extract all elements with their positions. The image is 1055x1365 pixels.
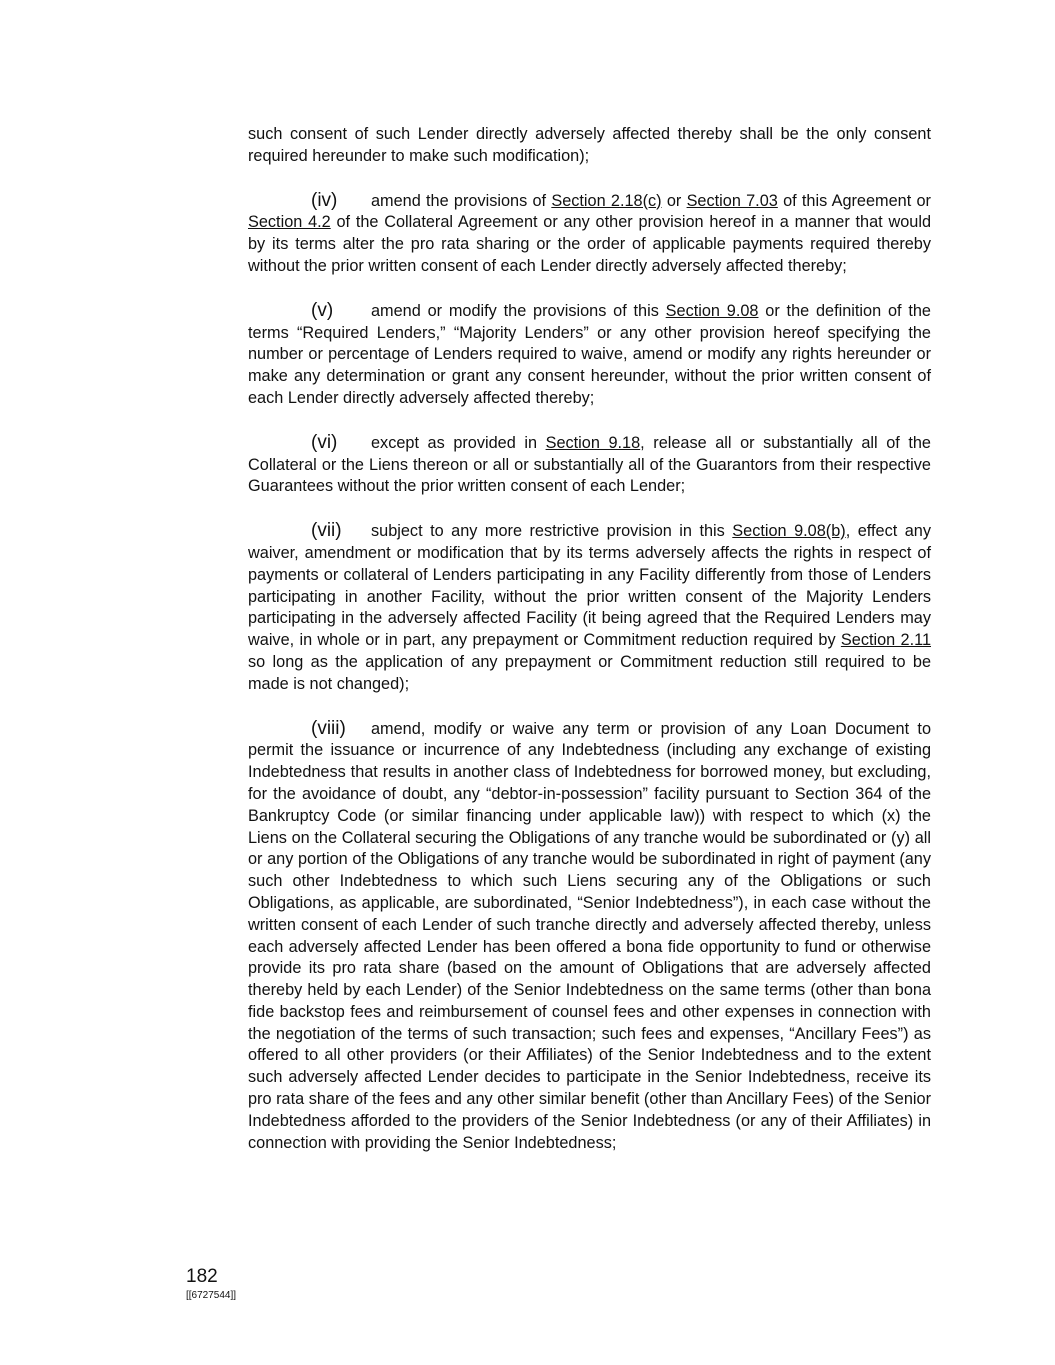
clause-list — [248, 190, 931, 1155]
clause-text: amend or modify the provisions of this — [371, 301, 666, 320]
section-reference: Section 9.18 — [545, 433, 641, 452]
section-reference: Section 9.08(b) — [732, 522, 846, 541]
clause-number: (iv) — [311, 189, 338, 211]
clause-number: (viii) — [311, 717, 346, 739]
clause-text: amend the provisions of — [371, 191, 552, 210]
clause-paragraph — [248, 190, 931, 278]
document-body — [248, 124, 931, 1176]
section-reference: Section 2.18(c) — [551, 191, 662, 210]
clause-text: or — [661, 191, 687, 210]
clause-text: subject to any more restrictive provision in this — [371, 522, 733, 541]
clause-text: or the definition of the terms “Required Lenders,” “Majority Lenders” or any other provision hereof specifying the number or percentage of Lenders required to waive, amend or modify any rights hereunder or make any determination or grant any consent hereunder, without the prior written consent of each Lender directly adversely affected thereby; — [248, 301, 931, 407]
document-id: [[6727544]] — [186, 1290, 237, 1301]
clause-text: so long as the application of any prepayment or Commitment reduction still required to be made is not changed); — [248, 652, 931, 693]
clause-number: (vi) — [311, 431, 338, 453]
section-reference: Section 7.03 — [686, 191, 778, 210]
clause-paragraph — [248, 520, 931, 695]
clause-text: except as provided in — [371, 433, 546, 452]
page-number: 182 — [186, 1266, 218, 1287]
clause-number: (vii) — [311, 520, 342, 542]
clause-paragraph — [248, 432, 931, 498]
clause-paragraph — [248, 718, 931, 1155]
intro-paragraph: such consent of such Lender directly adversely affected thereby shall be the only consent required hereunder to make such modification); — [248, 125, 931, 165]
section-reference: Section 2.11 — [840, 631, 931, 650]
section-reference: Section 4.2 — [248, 213, 331, 232]
clause-text: , release all or substantially all of the Collateral or the Liens thereon or all or substantially all of the Guarantors from their respective Guarantees without the prior written consent of each Lender; — [248, 433, 931, 496]
clause-text: of the Collateral Agreement or any other provision hereof in a manner that would by its terms alter the pro rata sharing or the order of applicable payments required thereby without the prior written consent of each Lender directly adversely affected thereby; — [248, 213, 932, 275]
clause-paragraph — [248, 300, 931, 410]
section-reference: Section 9.08 — [665, 301, 759, 320]
clause-number: (v) — [311, 299, 334, 321]
clause-text: of this Agreement or — [777, 191, 931, 210]
clause-text: amend, modify or waive any term or provision of any Loan Document to permit the issuance or incurrence of any Indebtedness (including any exchange of existing Indebtedness that results in another class of Indebtedness for borrowed money, but excluding, for the avoidance of doubt, any “debtor-in-possession” facility pursuant to Section 364 of the Bankruptcy Code (or similar financing under applicable law)) with respect to which (x) the Liens on the Collateral securing the Obligations of any tranche would be subordinated or (y) all or any portion of the Obligations of any tranche would be subordinated in right of payment (any such other Indebtedness to which such Liens securing any of the Obligations or such Obligations, as applicable, are subordinated, “Senior Indebtedness”), in each case without the written consent of each Lender of such tranche directly and adversely affected thereby, unless each adversely affected Lender has been offered a bona fide opportunity to fund or otherwise provide its pro rata share (based on the amount of Obligations that are adversely affected thereby held by each Lender) of the Senior Indebtedness on the same terms (other than bona fide backstop fees and reimbursement of counsel fees and other expenses in connection with the negotiation of the terms of such transaction; such fees and expenses, “Ancillary Fees”) as offered to all other providers (or their Affiliates) of the Senior Indebtedness and to the extent such adversely affected Lender decides to participate in the Senior Indebtedness, receive its pro rata share of the fees and any other similar benefit (other than Ancillary Fees) of the Senior Indebtedness afforded to the providers of the Senior Indebtedness (or any of their Affiliates) in connection with providing the Senior Indebtedness; — [248, 719, 931, 1152]
clause-text: , effect any waiver, amendment or modification that by its terms adversely affects the rights in respect of payments or collateral of Lenders participating in any Facility differently from those of Lenders participating in another Facility, without the prior written consent of the Majority Lenders participating in the adversely affected Facility (it being agreed that the Required Lenders may waive, in whole or in part, any prepayment or Commitment reduction required by — [248, 522, 931, 650]
